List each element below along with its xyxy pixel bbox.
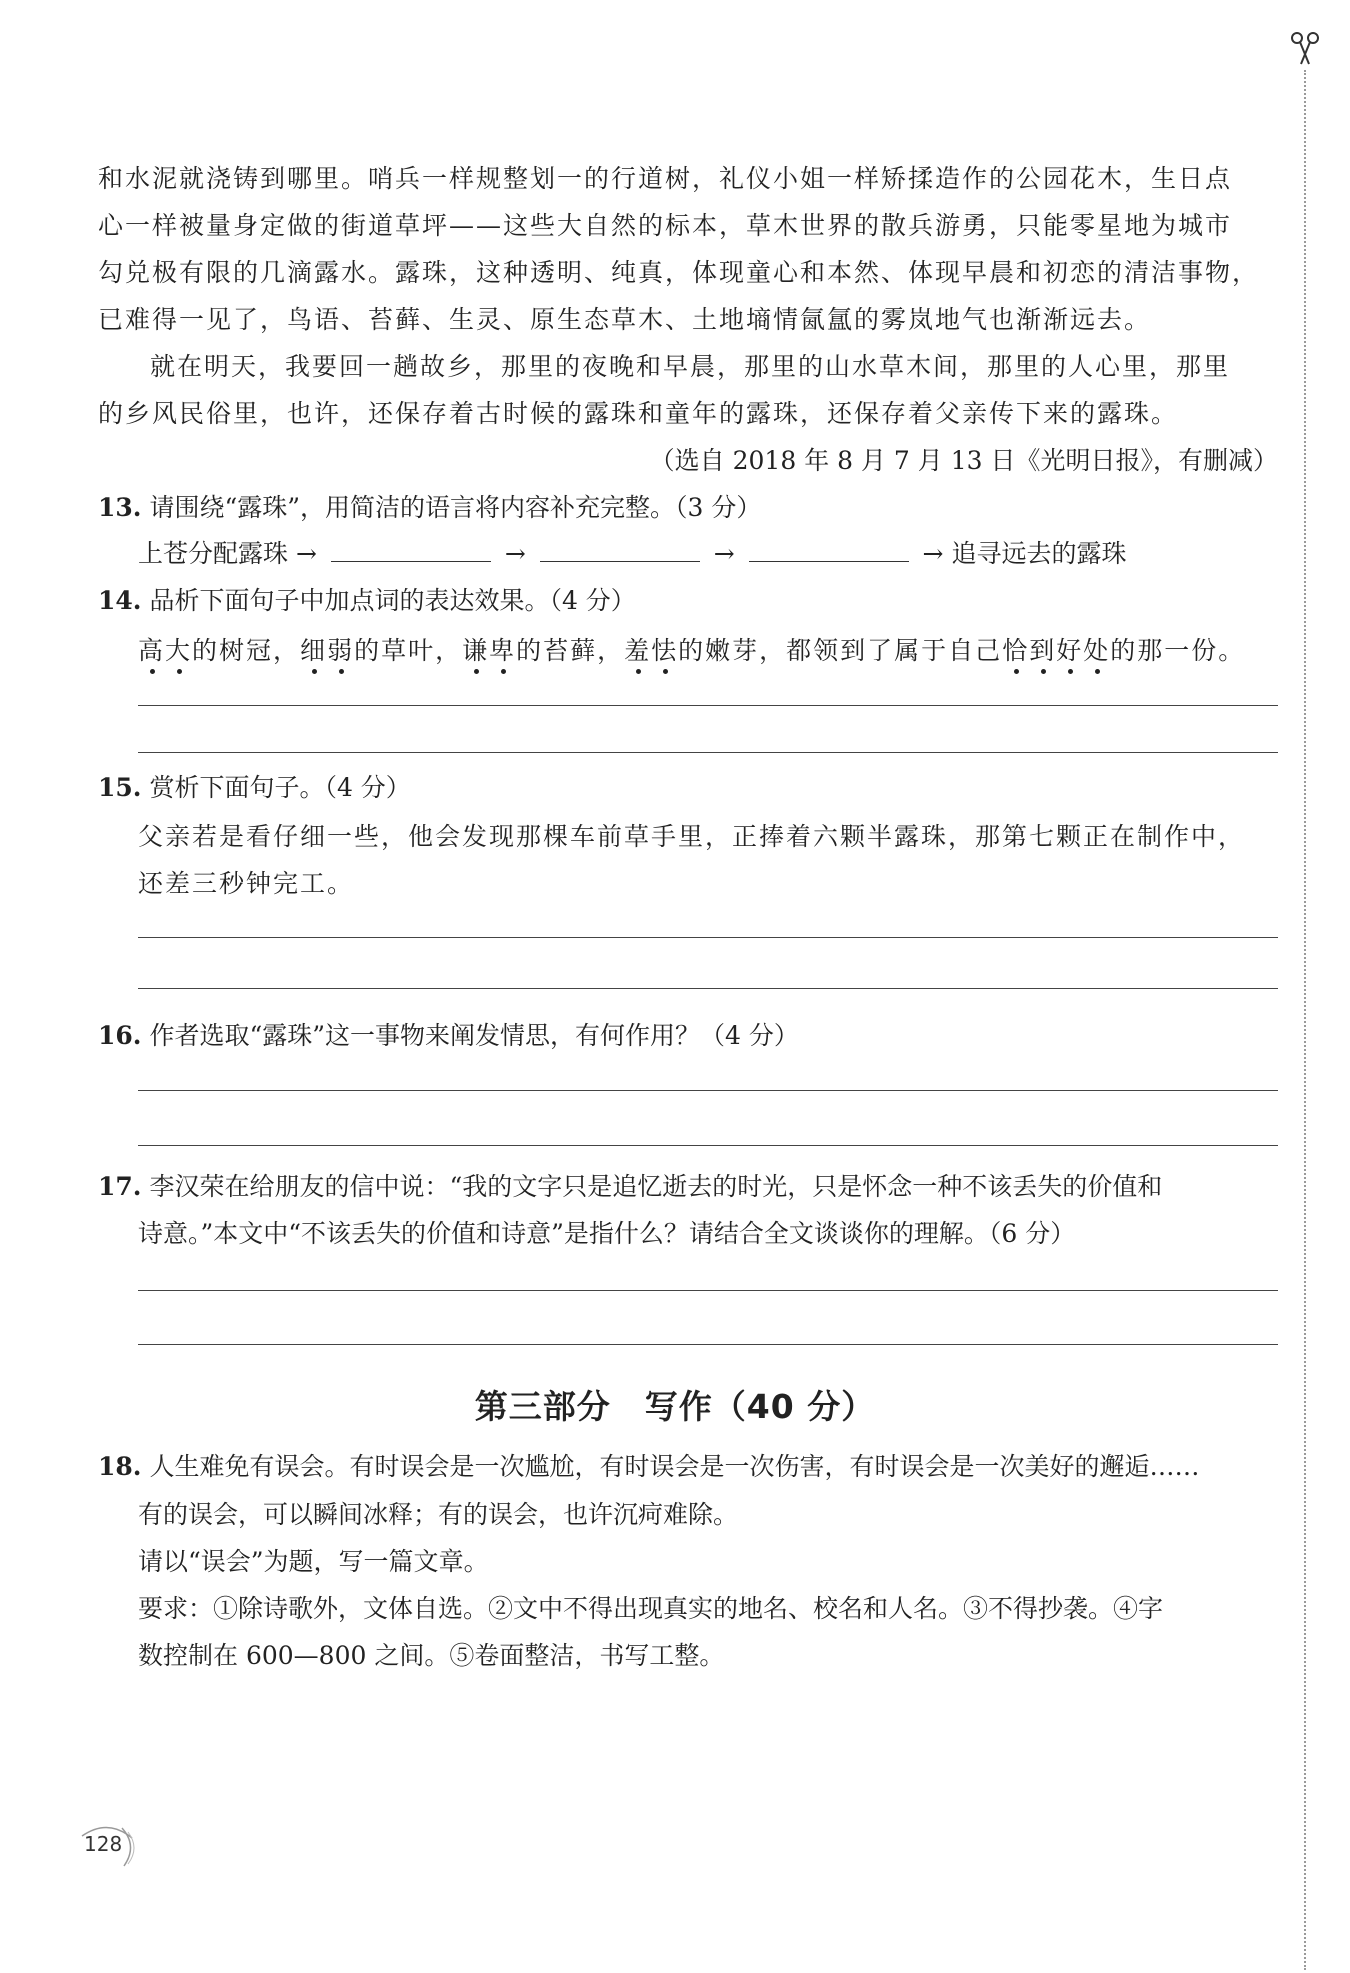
answer-line[interactable]: [138, 1290, 1278, 1291]
answer-line[interactable]: [138, 1145, 1278, 1146]
sentence-fragment: 的草叶，: [354, 636, 463, 665]
question-text: 要求：①除诗歌外，文体自选。②文中不得出现真实的地名、校名和人名。③不得抄袭。④字: [138, 1594, 1164, 1623]
section-title: 第三部分 写作（40 分）: [474, 1387, 876, 1426]
q14-sentence: [138, 627, 1278, 674]
question-number: 17.: [98, 1172, 142, 1201]
fill-blank-2[interactable]: [540, 537, 700, 562]
arrow-icon: →: [295, 539, 317, 568]
question-text: 人生难免有误会。有时误会是一次尴尬，有时误会是一次伤害，有时误会是一次美好的邂逅……: [149, 1452, 1200, 1481]
sentence-fragment: 的嫩芽，都领到了属于自己: [678, 636, 1003, 665]
q15-sentence: [138, 813, 1278, 907]
passage-line: 勾兑极有限的几滴露水。露珠，这种透明、纯真，体现童心和本然、体现早晨和初恋的清洁事物，: [98, 258, 1260, 287]
page-number: 128: [84, 1832, 123, 1856]
page-number-badge: [84, 1822, 144, 1872]
q17-continued: [138, 1210, 1278, 1257]
arrow-icon: →: [504, 539, 526, 568]
question-16: [98, 1013, 1276, 1059]
arrow-icon: →: [922, 539, 944, 568]
question-number: 15.: [98, 773, 142, 802]
passage-line: 就在明天，我要回一趟故乡，那里的夜晚和早晨，那里的山水草木间，那里的人心里，那里: [150, 352, 1231, 381]
q18-continued: [138, 1491, 1278, 1679]
question-15: [98, 765, 1276, 811]
dotted-word: 羞怯: [624, 636, 679, 665]
dotted-word: 细弱: [300, 636, 355, 665]
question-18: [98, 1444, 1276, 1490]
passage-line: 已难得一见了，鸟语、苔藓、生灵、原生态草木、土地墒情氤氲的雾岚地气也渐渐远去。: [98, 305, 1152, 334]
passage-source: （选自 2018 年 8 月 7 月 13 日《光明日报》，有删减）: [649, 446, 1278, 475]
question-text: 作者选取“露珠”这一事物来阐发情思，有何作用？（4 分）: [149, 1021, 799, 1050]
question-number: 13.: [98, 493, 142, 522]
question-number: 16.: [98, 1021, 142, 1050]
fill-blank-3[interactable]: [749, 537, 909, 562]
question-number: 14.: [98, 586, 142, 615]
sentence-line: [138, 627, 1278, 674]
q13-flow: [138, 531, 1126, 577]
answer-line[interactable]: [138, 1344, 1278, 1345]
question-text: 数控制在 600—800 之间。⑤卷面整洁，书写工整。: [138, 1641, 725, 1670]
sentence-fragment: 的那一份。: [1110, 636, 1246, 665]
question-text: 请以“误会”为题，写一篇文章。: [138, 1547, 489, 1576]
question-text: 请围绕“露珠”，用简洁的语言将内容补充完整。（3 分）: [149, 493, 762, 522]
sentence-line: 父亲若是看仔细一些，他会发现那棵车前草手里，正捧着六颗半露珠，那第七颗正在制作中，: [138, 822, 1246, 851]
sentence-line: 还差三秒钟完工。: [138, 869, 355, 898]
question-text: 有的误会，可以瞬间冰释；有的误会，也许沉疴难除。: [138, 1500, 739, 1529]
cut-line: [1304, 70, 1306, 1970]
answer-line[interactable]: [138, 752, 1278, 753]
answer-line[interactable]: [138, 988, 1278, 989]
sentence-fragment: 的树冠，: [192, 636, 301, 665]
fill-blank-1[interactable]: [331, 537, 491, 562]
question-14: [98, 578, 1276, 624]
question-text: 诗意。”本文中“不该丢失的价值和诗意”是指什么？请结合全文谈谈你的理解。（6 分）: [138, 1219, 1076, 1248]
dotted-word: 恰到好处: [1002, 636, 1111, 665]
dotted-word: 高大: [138, 636, 193, 665]
arrow-icon: →: [713, 539, 735, 568]
dotted-word: 谦卑: [462, 636, 517, 665]
question-number: 18.: [98, 1452, 142, 1481]
flow-start: 上苍分配露珠: [138, 539, 289, 568]
flow-end: 追寻远去的露珠: [951, 539, 1127, 568]
answer-line[interactable]: [138, 937, 1278, 938]
scissors-icon: [1287, 30, 1323, 70]
passage-paragraph-1: [98, 155, 1276, 343]
question-13: [98, 485, 1276, 531]
answer-line[interactable]: [138, 705, 1278, 706]
passage-paragraph-2: [98, 343, 1276, 437]
question-17: [98, 1164, 1276, 1210]
question-text: 品析下面句子中加点词的表达效果。（4 分）: [149, 586, 636, 615]
question-text: 李汉荣在给朋友的信中说：“我的文字只是追忆逝去的时光，只是怀念一种不该丢失的价值和: [149, 1172, 1163, 1201]
passage-line: 的乡风民俗里，也许，还保存着古时候的露珠和童年的露珠，还保存着父亲传下来的露珠。: [98, 399, 1179, 428]
question-text: 赏析下面句子。（4 分）: [149, 773, 411, 802]
passage-line: 和水泥就浇铸到哪里。哨兵一样规整划一的行道树，礼仪小姐一样矫揉造作的公园花木，生日点: [98, 164, 1233, 193]
answer-line[interactable]: [138, 1090, 1278, 1091]
passage-line: 心一样被量身定做的街道草坪——这些大自然的标本，草木世界的散兵游勇，只能零星地为城市: [98, 211, 1233, 240]
sentence-fragment: 的苔藓，: [516, 636, 625, 665]
